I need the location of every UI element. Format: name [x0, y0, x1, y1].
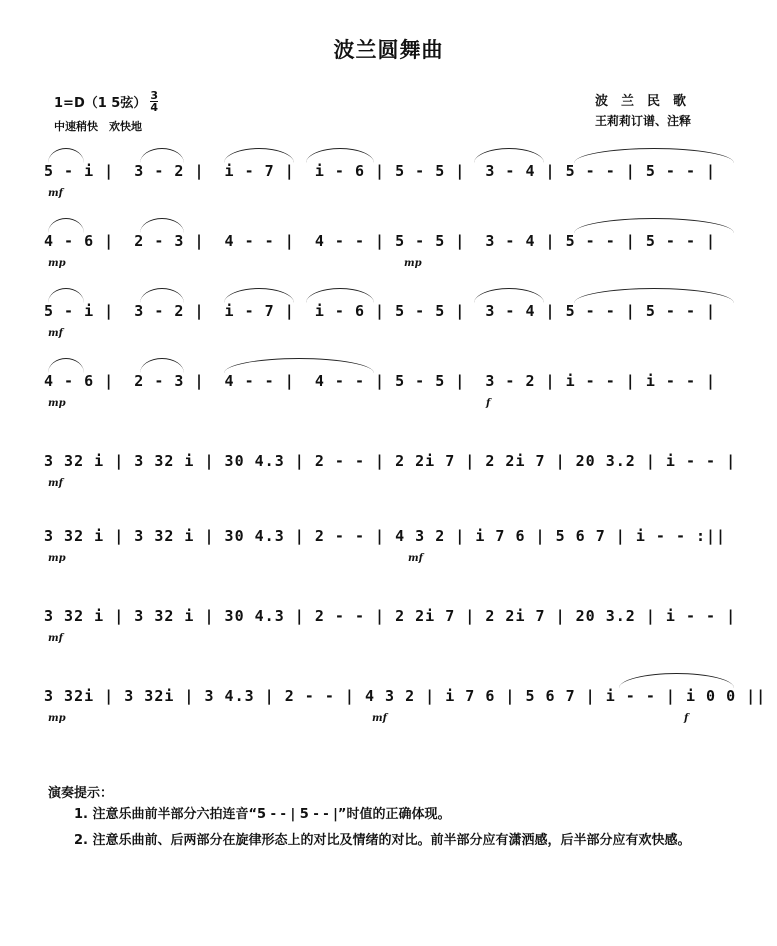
meter-bottom: 4	[150, 101, 159, 114]
dynamic-marking: f	[486, 398, 491, 409]
key-text: 1=D（1 5弦）	[54, 96, 147, 111]
score-row	[44, 430, 744, 500]
slur-mark	[48, 288, 84, 303]
slur-mark	[48, 148, 84, 163]
dynamic-marking: mp	[48, 258, 66, 269]
dynamic-marking: mp	[48, 553, 66, 564]
score-title: 波兰圆舞曲	[333, 38, 444, 62]
slur-mark	[224, 358, 374, 373]
dynamic-marking: mp	[48, 398, 66, 409]
notation-line: 4 - 6 | 2 - 3 | 4 - - | 4 - - | 5 - 5 | 3 - 2 | i - - | i - - |	[44, 372, 717, 390]
notation-line: 5 - i | 3 - 2 | i - 7 | i - 6 | 5 - 5 | 3 - 4 | 5 - - | 5 - - |	[44, 162, 717, 180]
score-row	[44, 505, 744, 575]
slur-mark	[140, 288, 184, 303]
slur-mark	[474, 288, 544, 303]
dynamic-marking: mf	[408, 553, 423, 564]
dynamic-marking: mp	[404, 258, 422, 269]
meter-top: 3	[150, 89, 159, 102]
arranger-credit: 王莉莉订谱、注释	[595, 114, 692, 128]
dynamic-marking: mf	[48, 478, 63, 489]
slur-mark	[574, 288, 734, 303]
notation-line: 3 32i | 3 32i | 3 4.3 | 2 - - | 4 3 2 | i 7 6 | 5 6 7 | i - - | i 0 0 ||	[44, 687, 767, 705]
slur-mark	[619, 673, 734, 688]
slur-mark	[224, 148, 294, 163]
dynamic-marking: mf	[48, 188, 63, 199]
score-row	[44, 140, 744, 210]
score-row	[44, 210, 744, 280]
score-row	[44, 350, 744, 420]
score-row	[44, 665, 767, 735]
tempo-marking: 中速稍快 欢快地	[54, 120, 142, 133]
score-row	[44, 585, 744, 655]
notation-line: 3 32 i | 3 32 i | 30 4.3 | 2 - - | 4 3 2 | i 7 6 | 5 6 7 | i - - :||	[44, 527, 727, 545]
performance-hint: 2. 注意乐曲前、后两部分在旋律形态上的对比及情绪的对比。前半部分应有潇洒感，后半部分应有欢快感。	[74, 833, 691, 848]
slur-mark	[140, 358, 184, 373]
dynamic-marking: mp	[48, 713, 66, 724]
slur-mark	[474, 148, 544, 163]
slur-mark	[48, 218, 84, 233]
slur-mark	[574, 218, 734, 233]
slur-mark	[574, 148, 734, 163]
notation-line: 3 32 i | 3 32 i | 30 4.3 | 2 - - | 2 2i 7 | 2 2i 7 | 20 3.2 | i - - |	[44, 452, 737, 470]
dynamic-marking: mf	[48, 633, 63, 644]
notation-line: 5 - i | 3 - 2 | i - 7 | i - 6 | 5 - 5 | 3 - 4 | 5 - - | 5 - - |	[44, 302, 717, 320]
source-credit: 波兰民歌	[595, 94, 700, 109]
notation-line: 3 32 i | 3 32 i | 30 4.3 | 2 - - | 2 2i 7 | 2 2i 7 | 20 3.2 | i - - |	[44, 607, 737, 625]
slur-mark	[306, 288, 374, 303]
slur-mark	[140, 148, 184, 163]
score-row	[44, 280, 744, 350]
notation-line: 4 - 6 | 2 - 3 | 4 - - | 4 - - | 5 - 5 | 3 - 4 | 5 - - | 5 - - |	[44, 232, 717, 250]
dynamic-marking: mf	[48, 328, 63, 339]
slur-mark	[140, 218, 184, 233]
performance-hint: 1. 注意乐曲前半部分六拍连音“5 - - | 5 - - |”时值的正确体现。	[74, 807, 451, 822]
dynamic-marking: f	[684, 713, 689, 724]
dynamic-marking: mf	[372, 713, 387, 724]
slur-mark	[306, 148, 374, 163]
performance-hints-title: 演奏提示：	[48, 786, 114, 801]
slur-mark	[224, 288, 294, 303]
slur-mark	[48, 358, 84, 373]
